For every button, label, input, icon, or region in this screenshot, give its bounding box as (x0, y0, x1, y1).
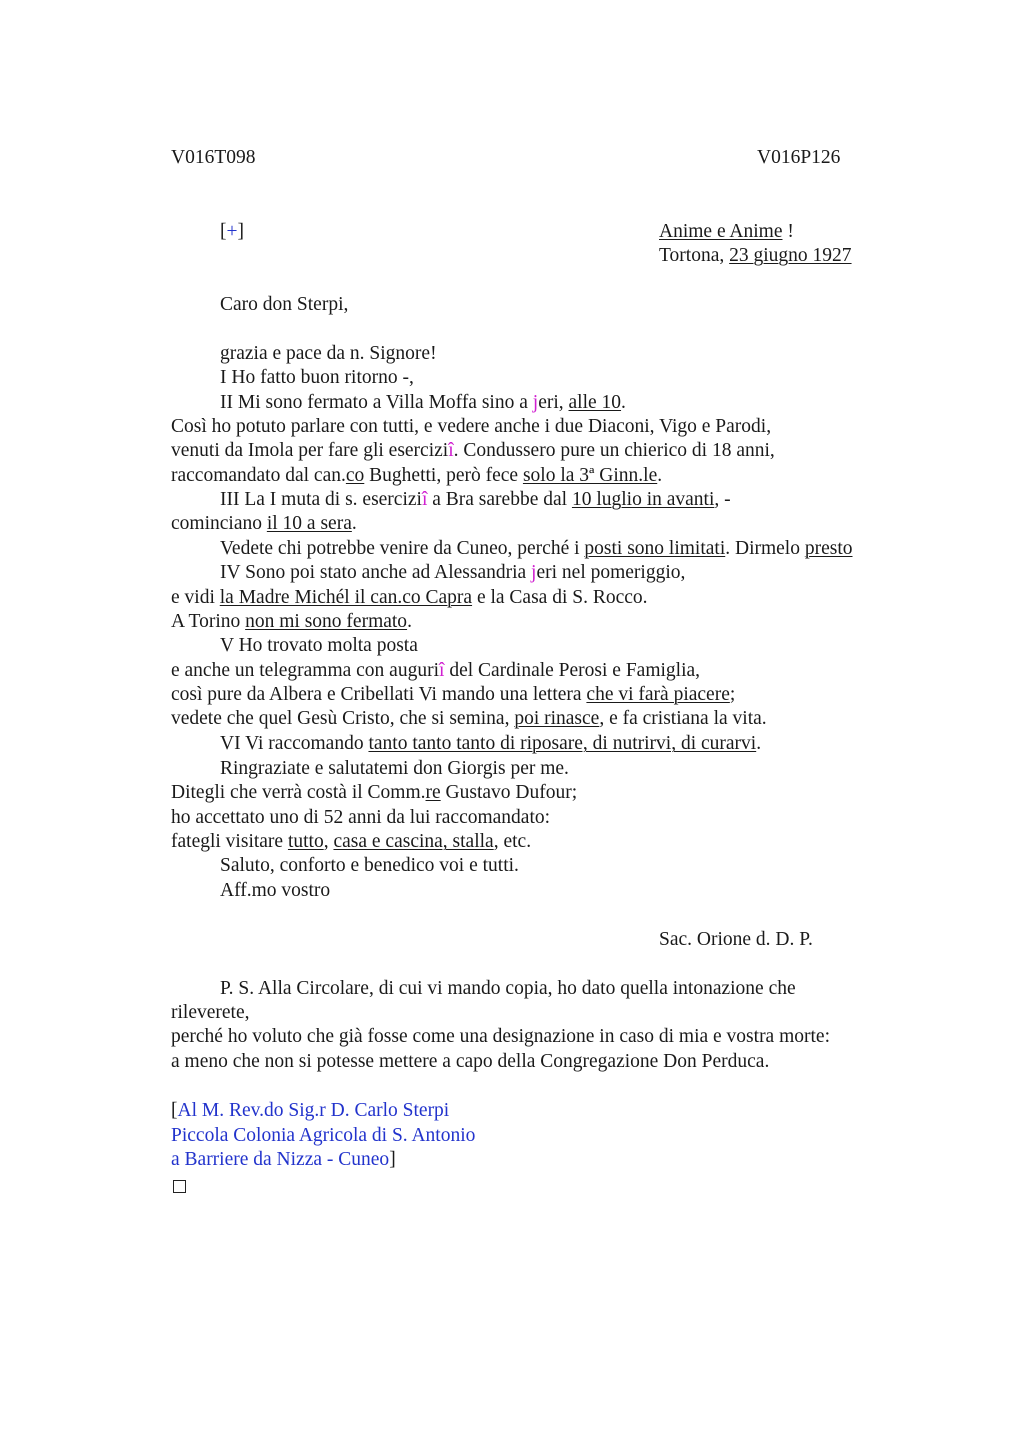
body-line: raccomandato dal can.co Bughetti, però fece solo la 3ª Ginn.le. (171, 465, 663, 486)
dateline: Tortona, 23 giugno 1927 (659, 245, 852, 266)
item-4: IV Sono poi stato anche ad Alessandria jeri nel pomeriggio, (220, 562, 686, 583)
salutation: Caro don Sterpi, (220, 294, 349, 315)
cross-icon: + (226, 221, 238, 242)
body-line: cominciano il 10 a sera. (171, 513, 357, 534)
body-line: così pure da Albera e Cribellati Vi mando una lettera che vi farà piacere; (171, 684, 736, 705)
body-line: ho accettato uno di 52 anni da lui raccomandato: (171, 807, 551, 828)
address-line: Piccola Colonia Agricola di S. Antonio (171, 1125, 476, 1146)
body-line: vedete che quel Gesù Cristo, che si semina, poi rinasce, e fa cristiana la vita. (171, 708, 767, 729)
greeting: grazia e pace da n. Signore! (220, 343, 437, 364)
body-line: Vedete chi potrebbe venire da Cuneo, perché i posti sono limitati. Dirmelo presto (220, 538, 853, 559)
signature: Sac. Orione d. D. P. (659, 929, 813, 950)
postscript-line: a meno che non si potesse mettere a capo della Congregazione Don Perduca. (171, 1051, 770, 1072)
item-5: V Ho trovato molta posta (220, 635, 418, 656)
closing: Aff.mo vostro (220, 880, 331, 901)
body-line: e anche un telegramma con auguriî del Cardinale Perosi e Famiglia, (171, 660, 701, 681)
item-6: VI Vi raccomando tanto tanto tanto di riposare, di nutrirvi, di curarvi. (220, 733, 762, 754)
body-line: Ditegli che verrà costà il Comm.re Gustavo Dufour; (171, 782, 578, 803)
postscript-line: perché ho voluto che già fosse come una designazione in caso di mia e vostra morte: (171, 1026, 830, 1047)
item-1: I Ho fatto buon ritorno -, (220, 367, 414, 388)
item-3: III La I muta di s. eserciziî a Bra sarebbe dal 10 luglio in avanti, - (220, 489, 731, 510)
address-line: a Barriere da Nizza - Cuneo] (171, 1149, 396, 1170)
postscript-line: rileverete, (171, 1002, 250, 1023)
body-line: venuti da Imola per fare gli eserciziî. Condussero pure un chierico di 18 anni, (171, 440, 775, 461)
motto: Anime e Anime ! (659, 221, 794, 242)
body-line: A Torino non mi sono fermato. (171, 611, 412, 632)
body-line: Così ho potuto parlare con tutti, e vedere anche i due Diaconi, Vigo e Parodi, (171, 416, 772, 437)
cross-mark: [+] (220, 221, 244, 242)
body-line: fategli visitare tutto, casa e cascina, stalla, etc. (171, 831, 532, 852)
archive-code-left: V016T098 (171, 147, 256, 168)
end-square-icon (173, 1176, 186, 1200)
item-2: II Mi sono fermato a Villa Moffa sino a jeri, alle 10. (220, 392, 626, 413)
address-line: [Al M. Rev.do Sig.r D. Carlo Sterpi (171, 1100, 450, 1121)
archive-code-right: V016P126 (757, 147, 841, 168)
body-line: e vidi la Madre Michél il can.co Capra e la Casa di S. Rocco. (171, 587, 648, 608)
body-line: Ringraziate e salutatemi don Giorgis per me. (220, 758, 569, 779)
postscript-line: P. S. Alla Circolare, di cui vi mando copia, ho dato quella intonazione che (220, 978, 796, 999)
body-line: Saluto, conforto e benedico voi e tutti. (220, 855, 519, 876)
